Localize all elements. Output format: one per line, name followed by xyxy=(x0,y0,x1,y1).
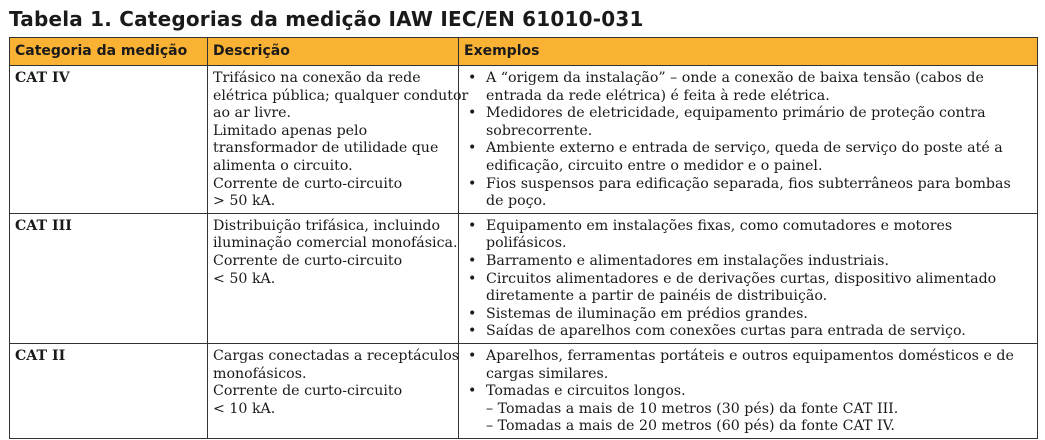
examples-list xyxy=(464,348,1032,436)
description-line: Corrente de curto-circuito xyxy=(213,175,403,192)
description-line: elétrica pública; qualquer condutor xyxy=(213,87,469,104)
table-title: Tabela 1. Categorias da medição IAW IEC/EN 61010-031 xyxy=(9,7,644,31)
example-item: • Medidores de eletricidade, equipamento primário de proteção contra sobrecorrente. xyxy=(464,105,1032,140)
table-row-cat-iv xyxy=(10,66,1038,214)
description-line: > 50 kA. xyxy=(213,193,276,210)
description-line: Corrente de curto-circuito xyxy=(213,383,403,400)
example-subitem: – Tomadas a mais de 10 metros (30 pés) da fonte CAT III. xyxy=(486,400,899,417)
description-cell xyxy=(208,213,459,343)
example-item: • Aparelhos, ferramentas portáteis e outros equipamentos domésticos e de cargas similares. xyxy=(464,348,1032,383)
example-item: • Tomadas e circuitos longos. xyxy=(464,383,1032,401)
examples-cell xyxy=(459,343,1038,438)
example-item: • Barramento e alimentadores em instalações industriais. xyxy=(464,253,1032,271)
measurement-category-table xyxy=(9,37,1038,439)
description-cell xyxy=(208,66,469,214)
table-row-cat-ii xyxy=(10,343,1038,438)
example-subitem: – Tomadas a mais de 20 metros (60 pés) da fonte CAT IV. xyxy=(486,418,895,435)
category-cell: CAT II xyxy=(10,343,208,438)
description-line: monofásicos. xyxy=(213,365,307,382)
description-line: < 50 kA. xyxy=(213,270,276,287)
examples-cell xyxy=(459,213,1038,343)
description-cell xyxy=(208,343,459,438)
header-description: Descrição xyxy=(208,38,459,66)
description-line: iluminação comercial monofásica. xyxy=(213,235,458,252)
example-item: • A “origem da instalação” – onde a conexão de baixa tensão (cabos de entrada da rede elétrica) é feita à rede elétrica. xyxy=(464,70,1032,105)
category-cell: CAT III xyxy=(10,213,208,343)
description-line: transformador de utilidade que xyxy=(213,140,439,157)
example-item: • Fios suspensos para edificação separada, fios subterrâneos para bombas de poço. xyxy=(464,176,1032,211)
examples-cell xyxy=(459,66,1038,214)
description-line: ao ar livre. xyxy=(213,105,292,122)
category-cell: CAT IV xyxy=(10,66,208,214)
header-examples: Exemplos xyxy=(459,38,1038,66)
description-line: Limitado apenas pelo xyxy=(213,122,368,139)
example-item: • Circuitos alimentadores e de derivações curtas, dispositivo alimentado diretamente a partir de painéis de distribuição. xyxy=(464,271,1032,306)
examples-list xyxy=(464,218,1032,341)
description-line: Distribuição trifásica, incluindo xyxy=(213,217,440,234)
table-header-row xyxy=(10,38,1038,66)
example-item: • Sistemas de iluminação em prédios grandes. xyxy=(464,306,1032,324)
example-item: • Saídas de aparelhos com conexões curtas para entrada de serviço. xyxy=(464,323,1032,341)
header-category: Categoria da medição xyxy=(10,38,208,66)
description-line: alimenta o circuito. xyxy=(213,157,353,174)
description-line: Cargas conectadas a receptáculos xyxy=(213,347,460,364)
description-line: < 10 kA. xyxy=(213,400,276,417)
table-row-cat-iii xyxy=(10,213,1038,343)
examples-list xyxy=(464,70,1032,211)
description-line: Corrente de curto-circuito xyxy=(213,252,403,269)
example-item: • Ambiente externo e entrada de serviço, queda de serviço do poste até a edificação, circuito entre o medidor e o painel. xyxy=(464,140,1032,175)
description-line: Trifásico na conexão da rede xyxy=(213,70,421,86)
example-item: • Equipamento em instalações fixas, como comutadores e motores polifásicos. xyxy=(464,218,1032,253)
